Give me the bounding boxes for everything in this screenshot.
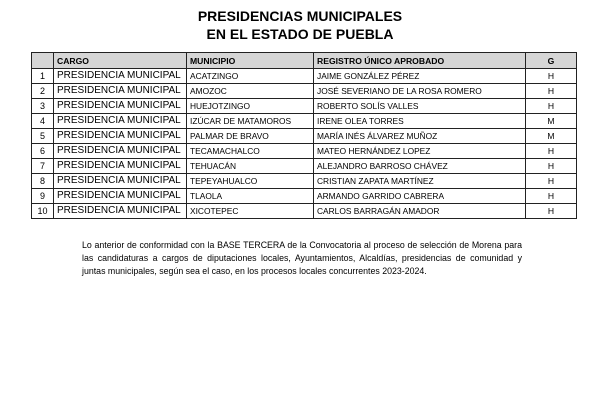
candidates-table <box>31 52 577 219</box>
row-genero: H <box>526 99 577 114</box>
table-row <box>32 204 577 219</box>
header-cargo: CARGO <box>54 53 187 69</box>
row-cargo: PRESIDENCIA MUNICIPAL <box>54 144 187 159</box>
row-number: 4 <box>32 114 54 129</box>
row-municipio: AMOZOC <box>187 84 314 99</box>
row-registro: JOSÉ SEVERIANO DE LA ROSA ROMERO <box>314 84 526 99</box>
table-row <box>32 69 577 84</box>
row-number: 5 <box>32 129 54 144</box>
row-registro: MARÍA INÉS ÁLVAREZ MUÑOZ <box>314 129 526 144</box>
row-municipio: TLAOLA <box>187 189 314 204</box>
table-row <box>32 114 577 129</box>
table-body <box>32 69 577 219</box>
row-cargo: PRESIDENCIA MUNICIPAL <box>54 189 187 204</box>
header-municipio: MUNICIPIO <box>187 53 314 69</box>
row-genero: H <box>526 174 577 189</box>
row-municipio: IZÚCAR DE MATAMOROS <box>187 114 314 129</box>
row-registro: CRISTIAN ZAPATA MARTÍNEZ <box>314 174 526 189</box>
row-cargo: PRESIDENCIA MUNICIPAL <box>54 129 187 144</box>
document-subtitle: EN EL ESTADO DE PUEBLA <box>206 26 394 42</box>
row-genero: H <box>526 69 577 84</box>
document-title: PRESIDENCIAS MUNICIPALES <box>197 8 403 24</box>
row-genero: M <box>526 129 577 144</box>
row-genero: H <box>526 159 577 174</box>
row-registro: ROBERTO SOLÍS VALLES <box>314 99 526 114</box>
row-genero: H <box>526 84 577 99</box>
row-cargo: PRESIDENCIA MUNICIPAL <box>54 84 187 99</box>
row-registro: CARLOS BARRAGÁN AMADOR <box>314 204 526 219</box>
header-number <box>32 53 54 69</box>
row-cargo: PRESIDENCIA MUNICIPAL <box>54 204 187 219</box>
row-number: 7 <box>32 159 54 174</box>
row-number: 2 <box>32 84 54 99</box>
table-row <box>32 144 577 159</box>
header-genero: G <box>526 53 577 69</box>
row-number: 6 <box>32 144 54 159</box>
row-cargo: PRESIDENCIA MUNICIPAL <box>54 159 187 174</box>
row-municipio: XICOTEPEC <box>187 204 314 219</box>
row-municipio: ACATZINGO <box>187 69 314 84</box>
row-cargo: PRESIDENCIA MUNICIPAL <box>54 114 187 129</box>
row-genero: H <box>526 189 577 204</box>
row-number: 3 <box>32 99 54 114</box>
row-number: 1 <box>32 69 54 84</box>
header-registro: REGISTRO ÚNICO APROBADO <box>314 53 526 69</box>
table-row <box>32 174 577 189</box>
table-header-row <box>32 53 577 69</box>
row-number: 10 <box>32 204 54 219</box>
row-municipio: PALMAR DE BRAVO <box>187 129 314 144</box>
row-cargo: PRESIDENCIA MUNICIPAL <box>54 69 187 84</box>
footnote-paragraph: Lo anterior de conformidad con la BASE TERCERA de la Convocatoria al proceso de selección de Morena para las candidaturas a cargos de diputaciones locales, Ayuntamientos, Alcaldías, presidencias de comunidad y juntas municipales, según sea el caso, en los procesos locales concurrentes 2023-2024. <box>82 240 522 276</box>
row-registro: JAIME GONZÁLEZ PÉREZ <box>314 69 526 84</box>
row-municipio: TEHUACÁN <box>187 159 314 174</box>
row-number: 9 <box>32 189 54 204</box>
row-municipio: TECAMACHALCO <box>187 144 314 159</box>
table-row <box>32 84 577 99</box>
table-row <box>32 129 577 144</box>
row-number: 8 <box>32 174 54 189</box>
row-genero: H <box>526 144 577 159</box>
row-registro: IRENE OLEA TORRES <box>314 114 526 129</box>
row-cargo: PRESIDENCIA MUNICIPAL <box>54 99 187 114</box>
row-genero: M <box>526 114 577 129</box>
row-municipio: HUEJOTZINGO <box>187 99 314 114</box>
table-row <box>32 99 577 114</box>
row-municipio: TEPEYAHUALCO <box>187 174 314 189</box>
row-genero: H <box>526 204 577 219</box>
table-row <box>32 159 577 174</box>
row-registro: MATEO HERNÁNDEZ LOPEZ <box>314 144 526 159</box>
row-registro: ARMANDO GARRIDO CABRERA <box>314 189 526 204</box>
table-row <box>32 189 577 204</box>
row-registro: ALEJANDRO BARROSO CHÁVEZ <box>314 159 526 174</box>
row-cargo: PRESIDENCIA MUNICIPAL <box>54 174 187 189</box>
